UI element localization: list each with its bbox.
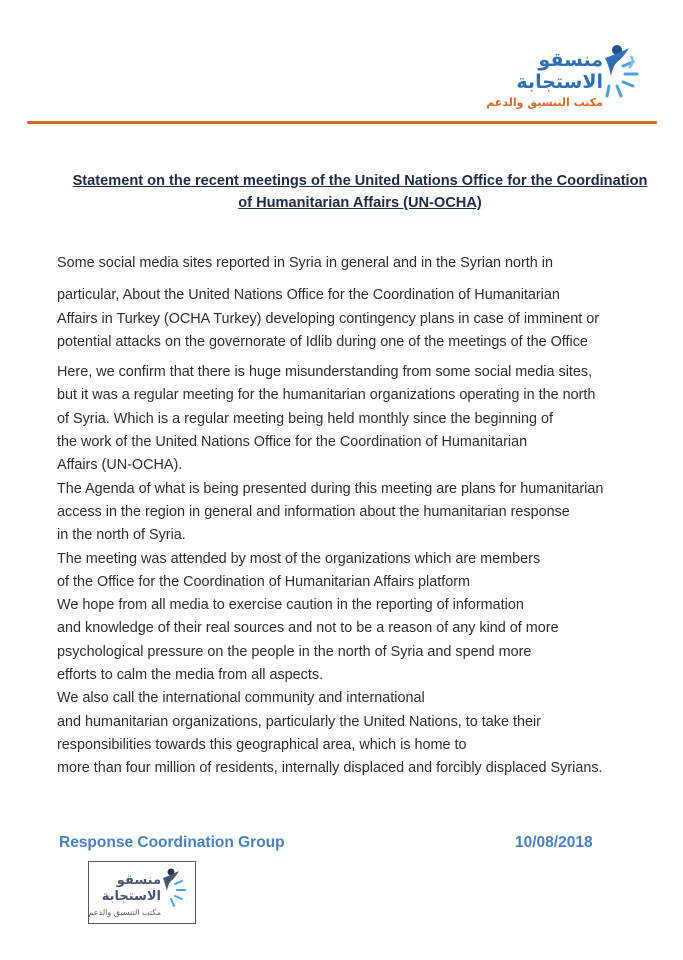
body-line: Some social media sites reported in Syria in general and in the Syrian north in	[57, 255, 553, 271]
body-line: potential attacks on the governorate of Idlib during one of the meetings of the Office	[57, 333, 588, 350]
statement-body	[57, 252, 677, 781]
body-line: responsibilities towards this geographical area, which is home to	[57, 736, 467, 753]
body-line: in the north of Syria.	[57, 527, 186, 544]
body-line: We hope from all media to exercise caution in the reporting of information	[57, 597, 524, 614]
title-line-2: of Humanitarian Affairs (UN-OCHA)	[238, 195, 482, 211]
body-line: Affairs (UN-OCHA).	[57, 457, 183, 474]
body-line: the work of the United Nations Office for the Coordination of Humanitarian	[57, 434, 528, 451]
body-line: efforts to calm the media from all aspects.	[57, 667, 324, 684]
logo-emblem-icon	[486, 36, 645, 114]
document-title	[40, 170, 680, 214]
body-line: Affairs in Turkey (OCHA Turkey) developing contingency plans in case of imminent or	[57, 310, 600, 327]
title-line-1: Statement on the recent meetings of the United Nations Office for the Coordination	[72, 173, 648, 189]
body-line: of Syria. Which is a regular meeting being held monthly since the beginning of	[57, 410, 553, 427]
body-line: The Agenda of what is being presented during this meeting are plans for humanitarian	[57, 480, 604, 497]
logo-line-2: الاستجابة	[516, 71, 603, 93]
body-line: psychological pressure on the people in the north of Syria and spend more	[57, 643, 532, 660]
logo-line-3: مكتب التنسيق والدعم	[486, 96, 603, 109]
body-line: We also call the international community and international	[57, 690, 425, 707]
signature-date: 10/08/2018	[515, 834, 593, 851]
stamp-line-2: الاستجابة	[101, 889, 161, 904]
body-line: and knowledge of their real sources and not to be a reason of any kind of more	[57, 620, 559, 637]
body-line: of the Office for the Coordination of Humanitarian Affairs platform	[57, 573, 471, 590]
signature-logo-stamp	[88, 861, 196, 924]
logo-line-1: منسقو	[538, 49, 603, 71]
body-line: particular, About the United Nations Office for the Coordination of Humanitarian	[57, 287, 560, 304]
body-line: but it was a regular meeting for the humanitarian organizations operating in the north	[57, 387, 596, 404]
header-divider	[27, 121, 657, 124]
body-line: and humanitarian organizations, particularly the United Nations, to take their	[57, 713, 541, 730]
body-line: access in the region in general and information about the humanitarian response	[57, 503, 570, 520]
body-line: Here, we confirm that there is huge misunderstanding from some social media sites,	[57, 364, 593, 381]
body-line: The meeting was attended by most of the organizations which are members	[57, 550, 541, 567]
body-line: more than four million of residents, internally displaced and forcibly displaced Syrians.	[57, 760, 603, 777]
signature-name: Response Coordination Group	[59, 834, 285, 851]
stamp-line-1: منسقو	[116, 873, 161, 888]
stamp-emblem-icon	[89, 862, 195, 923]
organization-logo	[486, 36, 645, 114]
stamp-line-3: مكتب التنسيق والدعم	[88, 908, 161, 917]
